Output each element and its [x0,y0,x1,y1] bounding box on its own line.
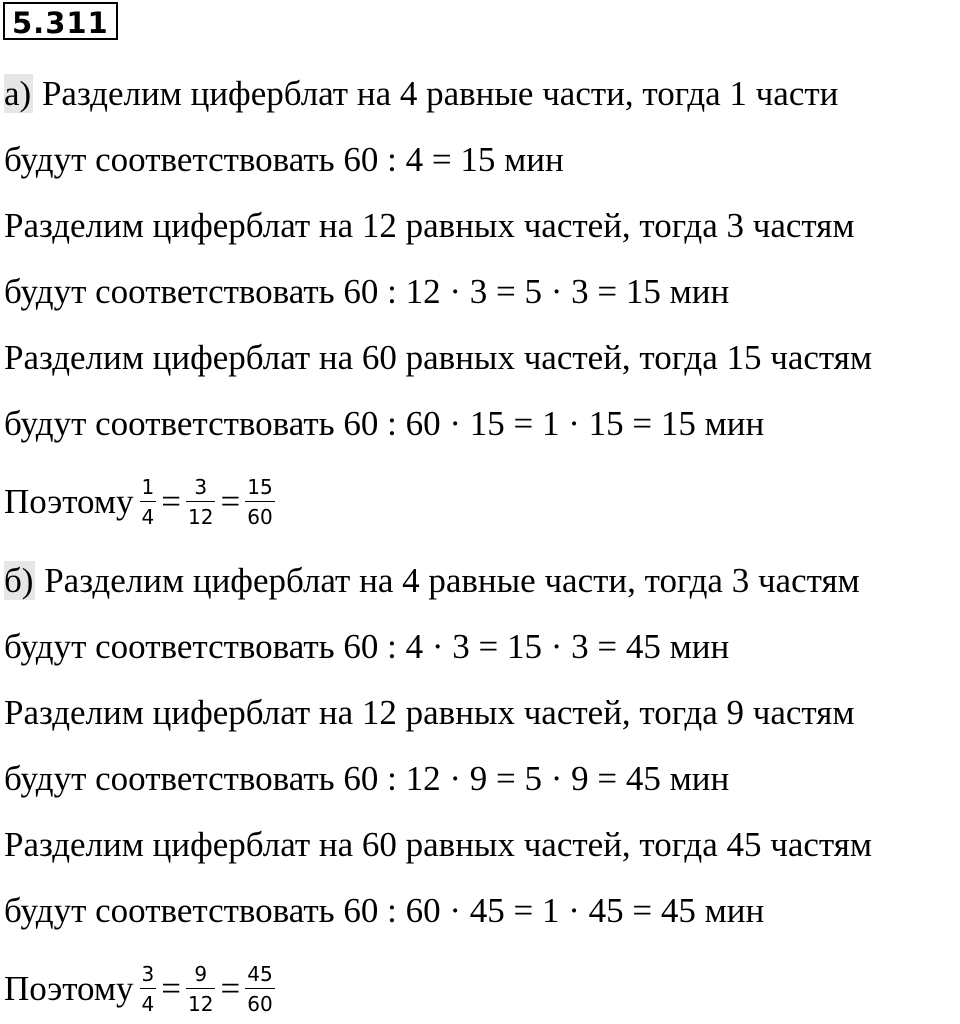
fraction-numerator: 45 [247,962,273,986]
fraction [186,474,215,530]
fraction-numerator: 9 [194,962,208,986]
part-a-conclusion-word: Поэтому [4,482,134,521]
part-a-line-1-text: Разделим циферблат на 4 равные части, тогда 1 части [33,74,839,113]
part-b-conclusion [4,954,278,1024]
part-a-line-1 [4,73,838,115]
fraction-numerator: 1 [141,475,155,499]
fraction-numerator: 3 [194,475,208,499]
part-b-marker: б) [4,561,34,600]
part-a-conclusion [4,467,278,537]
part-b-line-1 [4,560,860,602]
part-a-marker: а) [4,74,32,113]
fraction-numerator: 3 [141,962,155,986]
equals-sign: = [161,482,182,521]
fraction-denominator: 60 [245,988,274,1017]
fraction-denominator: 60 [245,501,274,530]
fraction [245,961,274,1017]
fraction-denominator: 12 [186,988,215,1017]
fraction-numerator: 15 [247,475,273,499]
fraction-denominator: 4 [140,501,157,530]
part-b-line-2: будут соответствовать 60 : 4 · 3 = 15 · 3 = 45 мин [4,627,730,666]
fraction [245,474,274,530]
fraction-denominator: 12 [186,501,215,530]
part-b-conclusion-word: Поэтому [4,969,134,1008]
part-b-line-4: будут соответствовать 60 : 12 · 9 = 5 · 9 = 45 мин [4,759,730,798]
part-a-line-3: Разделим циферблат на 12 равных частей, тогда 3 частям [4,206,855,245]
part-a-line-2: будут соответствовать 60 : 4 = 15 мин [4,140,564,179]
problem-number-box: 5.311 [3,2,118,40]
part-a-line-4: будут соответствовать 60 : 12 · 3 = 5 · 3 = 15 мин [4,272,730,311]
part-b-line-6: будут соответствовать 60 : 60 · 45 = 1 · 45 = 45 мин [4,891,765,930]
equals-sign: = [161,969,182,1008]
fraction [140,474,157,530]
part-b-line-3: Разделим циферблат на 12 равных частей, тогда 9 частям [4,693,855,732]
part-a-line-5: Разделим циферблат на 60 равных частей, тогда 15 частям [4,338,872,377]
part-b-line-5: Разделим циферблат на 60 равных частей, тогда 45 частям [4,825,872,864]
equals-sign: = [220,482,241,521]
equals-sign: = [220,969,241,1008]
part-a-line-6: будут соответствовать 60 : 60 · 15 = 1 · 15 = 15 мин [4,404,765,443]
fraction [186,961,215,1017]
fraction [140,961,157,1017]
part-b-line-1-text: Разделим циферблат на 4 равные части, тогда 3 частям [35,561,860,600]
fraction-denominator: 4 [140,988,157,1017]
